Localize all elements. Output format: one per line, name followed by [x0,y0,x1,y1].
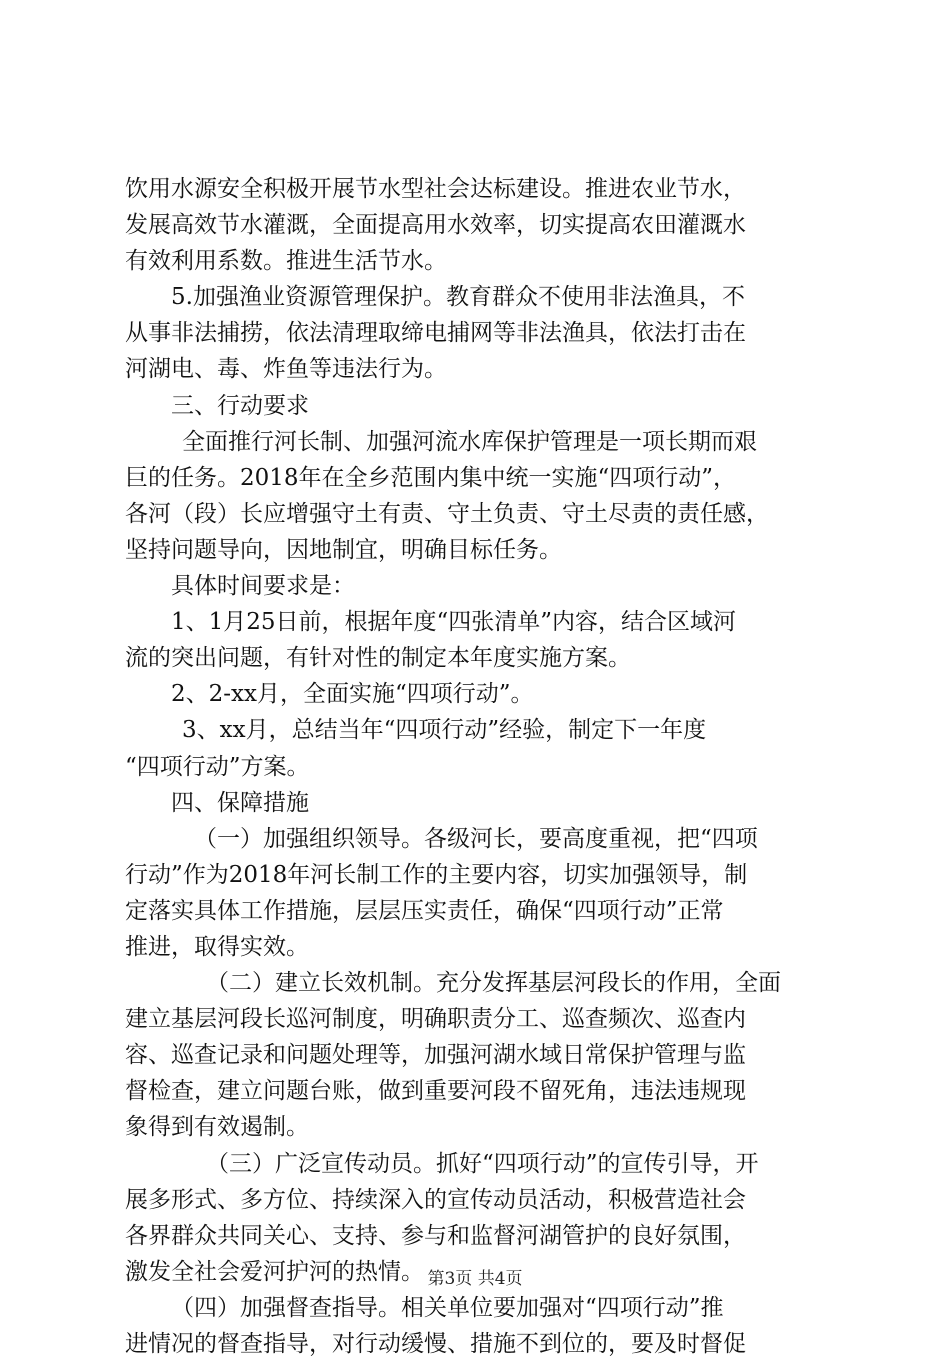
text-line: （二）建立长效机制。充分发挥基层河段长的作用，全面 [206,970,781,997]
text-line: 各界群众共同关心、支持、参与和监督河湖管护的良好氛围， [125,1222,746,1249]
text-line: 1、1月25日前，根据年度“四张清单”内容，结合区域河 [171,609,737,636]
text-line: 有效利用系数。推进生活节水。 [125,248,447,275]
text-line: 饮用水源安全积极开展节水型社会达标建设。推进农业节水， [125,176,746,202]
text-line: 2、2-xx月，全面实施“四项行动”。 [171,681,534,708]
document-body [125,171,840,1362]
text-line: 象得到有效遏制。 [125,1114,309,1141]
text-line: 容、巡查记录和问题处理等，加强河湖水域日常保护管理与监 [125,1042,746,1069]
text-line: 进情况的督查指导，对行动缓慢、措施不到位的，要及时督促 [125,1331,746,1357]
text-line: 行动”作为2018年河长制工作的主要内容，切实加强领导，制 [125,861,748,888]
section-heading: 三、行动要求 [171,392,309,419]
text-line: 全面推行河长制、加强河流水库保护管理是一项长期而艰 [182,428,757,455]
text-line: 发展高效节水灌溉，全面提高用水效率，切实提高农田灌溉水 [125,212,746,239]
text-line: 各河（段）长应增强守土有责、守土负责、守土尽责的责任感， [125,500,769,527]
page-number-footer: 第3页 共4页 [427,1269,523,1289]
text-line: （一）加强组织领导。各级河长，要高度重视，把“四项 [194,825,758,852]
text-line: 激发全社会爱河护河的热情。 [125,1258,424,1285]
text-line: 坚持问题导向，因地制宜，明确目标任务。 [125,536,562,563]
text-line: 推进，取得实效。 [125,933,309,960]
text-line: 河湖电、毒、炸鱼等违法行为。 [125,356,447,383]
text-line: 展多形式、多方位、持续深入的宣传动员活动，积极营造社会 [125,1186,746,1213]
text-line: 具体时间要求是： [171,573,355,600]
text-line: （三）广泛宣传动员。抓好“四项行动”的宣传引导，开 [206,1150,759,1177]
text-line: 巨的任务。2018年在全乡范围内集中统一实施“四项行动”， [125,464,737,491]
text-line: 定落实具体工作措施，层层压实责任，确保“四项行动”正常 [125,897,724,924]
text-line: 流的突出问题，有针对性的制定本年度实施方案。 [125,645,631,672]
text-line: 建立基层河段长巡河制度，明确职责分工、巡查频次、巡查内 [125,1006,746,1033]
text-line: 3、xx月，总结当年“四项行动”经验，制定下一年度 [182,717,707,744]
text-line: 5.加强渔业资源管理保护。教育群众不使用非法渔具，不 [171,284,745,311]
section-heading: 四、保障措施 [171,789,309,816]
text-line: 督检查，建立问题台账，做到重要河段不留死角，违法违规现 [125,1078,746,1105]
text-line: “四项行动”方案。 [125,753,310,780]
text-line: 从事非法捕捞，依法清理取缔电捕网等非法渔具，依法打击在 [125,320,746,347]
text-line: （四）加强督查指导。相关单位要加强对“四项行动”推 [171,1294,724,1321]
